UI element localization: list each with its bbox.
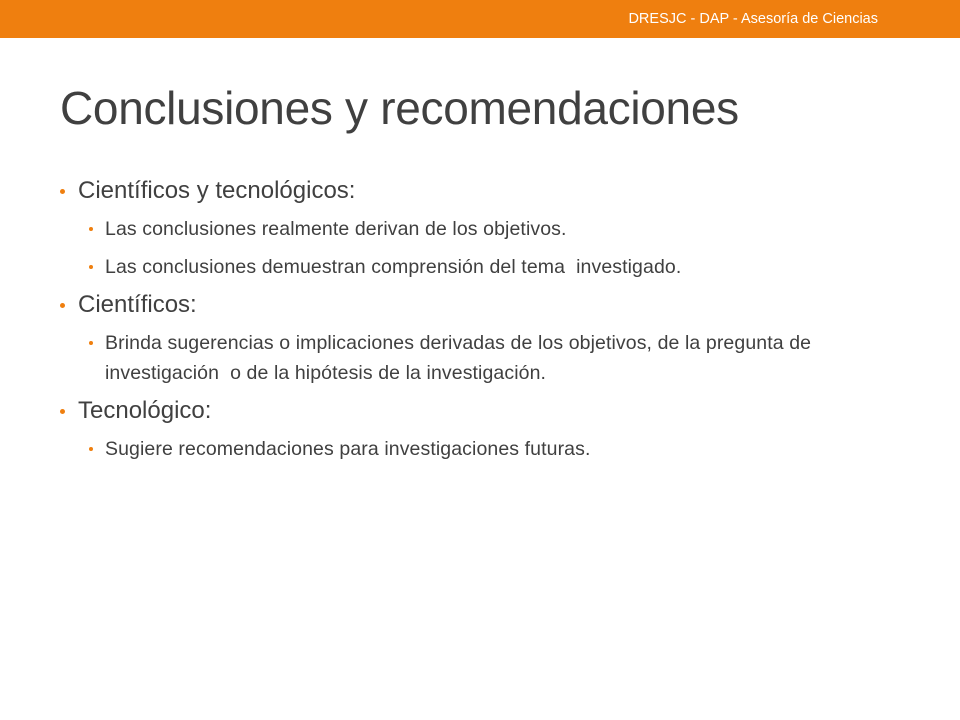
slide-title: Conclusiones y recomendaciones — [60, 82, 739, 134]
list-item — [60, 434, 900, 464]
list-item-text: Sugiere recomendaciones para investigaciones futuras. — [105, 438, 591, 460]
list-item — [60, 252, 900, 282]
header-text: DRESJC - DAP - Asesoría de Ciencias — [628, 11, 878, 27]
section-heading-cientificos — [60, 290, 900, 320]
list-item — [60, 328, 880, 388]
section-heading-text: Científicos: — [78, 291, 197, 318]
bullet-icon — [89, 447, 93, 451]
bullet-icon — [60, 409, 65, 414]
list-item-text: Las conclusiones realmente derivan de los objetivos. — [105, 218, 567, 240]
list-item — [60, 214, 900, 244]
bullet-icon — [60, 303, 65, 308]
section-heading-text: Tecnológico: — [78, 397, 212, 424]
slide-content — [60, 176, 900, 472]
bullet-icon — [89, 227, 93, 231]
section-heading-cientificos-y-tecnologicos — [60, 176, 900, 206]
bullet-icon — [89, 341, 93, 345]
section-heading-text: Científicos y tecnológicos: — [78, 177, 356, 204]
list-item-text: Brinda sugerencias o implicaciones derivadas de los objetivos, de la pregunta de investigación o de la hipótesis de la investigación. — [105, 332, 817, 384]
bullet-icon — [60, 189, 65, 194]
header-bar — [0, 0, 960, 38]
bullet-icon — [89, 265, 93, 269]
list-item-text: Las conclusiones demuestran comprensión del tema investigado. — [105, 256, 682, 278]
section-heading-tecnologico — [60, 396, 900, 426]
